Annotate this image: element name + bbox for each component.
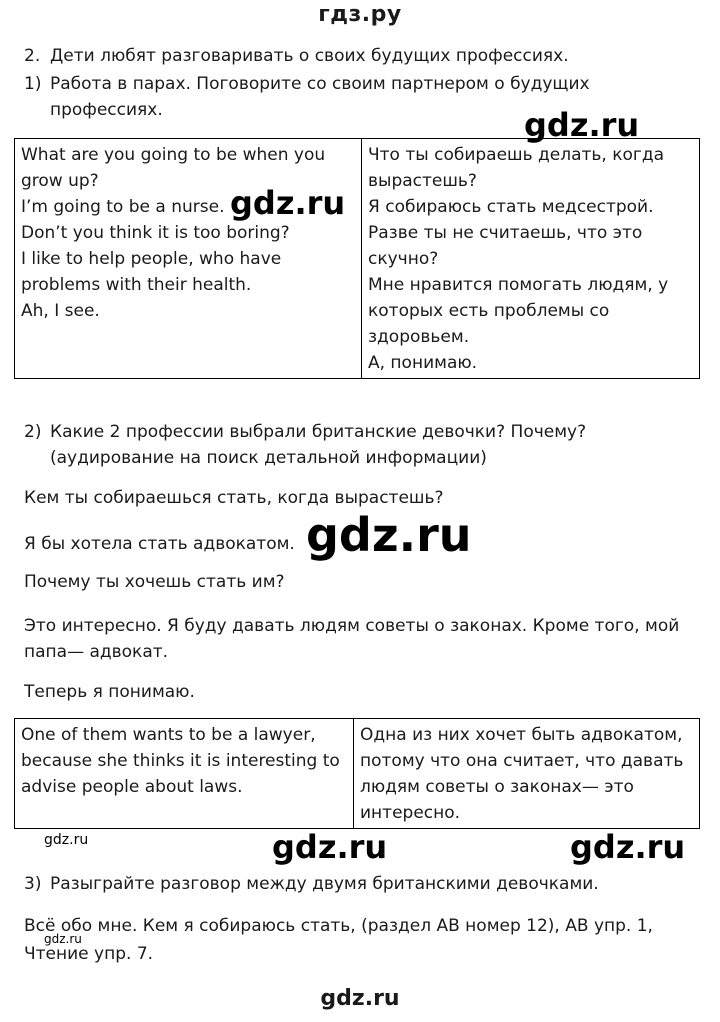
dialog-answer-1: Я бы хотела стать адвокатом. [24,534,295,554]
dialogue-table-2 [14,718,700,829]
table-line: Одна из них хочет быть адвокатом, [360,725,683,745]
part2-number: 2) [24,422,42,442]
part2-line-1: Какие 2 профессии выбрали британские девочки? Почему? [50,422,587,442]
table-line: One of them wants to be a lawyer, [21,725,316,745]
table-line: здоровьем. [368,327,470,347]
dialog-answer-2-line-2: папа— адвокат. [24,642,169,662]
task-number: 2. [24,46,41,66]
part1-line-2: профессиях. [50,100,163,120]
part2-line-2: (аудирование на поиск детальной информации) [50,448,487,468]
table-line: I like to help people, who have [21,249,282,269]
table-line: grow up? [21,171,99,191]
dialog-answer-2-line-1: Это интересно. Я буду давать людям советы о законах. Кроме того, мой [24,616,680,636]
table-line: потому что она считает, что давать [360,751,684,771]
watermark: gdz.ru [524,106,640,144]
table-line: Что ты собираешь делать, когда [368,145,665,165]
russian-translation [362,139,700,379]
part1-number: 1) [24,74,42,94]
reference-line-2: Чтение упр. 7. [24,944,154,964]
table-line: которых есть проблемы со [368,301,610,321]
table-line: Мне нравится помогать людям, у [368,275,669,295]
table-line: because she thinks it is interesting to [21,751,340,771]
dialog-question-2: Почему ты хочешь стать им? [24,572,285,592]
watermark: gdz.ru [230,184,346,222]
watermark: gdz.ru [306,508,472,562]
dialog-end: Теперь я понимаю. [24,682,195,702]
english-dialogue [15,139,362,379]
reference-line-1: Всё обо мне. Кем я собираюсь стать, (раздел AB номер 12), AB упр. 1, [24,916,653,936]
table-line: What are you going to be when you [21,145,326,165]
watermark: gdz.ru [570,828,686,866]
watermark: gdz.ru [272,828,388,866]
english-summary [15,719,354,829]
watermark-small: gdz.ru [44,832,89,848]
table-line: I’m going to be a nurse. [21,197,225,217]
table-line: вырастешь? [368,171,477,191]
table-line: Разве ты не считаешь, что это [368,223,643,243]
table-line: Don’t you think it is too boring? [21,223,290,243]
part3-number: 3) [24,874,42,894]
russian-summary [354,719,700,829]
dialogue-table-1 [14,138,700,379]
table-line: интересно. [360,803,461,823]
table-line: скучно? [368,249,439,269]
dialog-question-1: Кем ты собираешься стать, когда вырастешь? [24,488,444,508]
table-line: А, понимаю. [368,353,478,373]
table-line: Я собираюсь стать медсестрой. [368,197,654,217]
site-header: гдз.ру [318,2,402,27]
table-line: problems with their health. [21,275,252,295]
part1-line-1: Работа в парах. Поговорите со своим партнером о будущих [50,74,590,94]
watermark-small: gdz.ru [44,932,82,946]
table-line: Ah, I see. [21,301,100,321]
table-line: людям советы о законах— это [360,777,634,797]
part3-text: Разыграйте разговор между двумя британскими девочками. [50,874,599,894]
table-line: advise people about laws. [21,777,243,797]
site-footer: gdz.ru [320,986,400,1011]
task-title: Дети любят разговаривать о своих будущих профессиях. [50,46,569,66]
